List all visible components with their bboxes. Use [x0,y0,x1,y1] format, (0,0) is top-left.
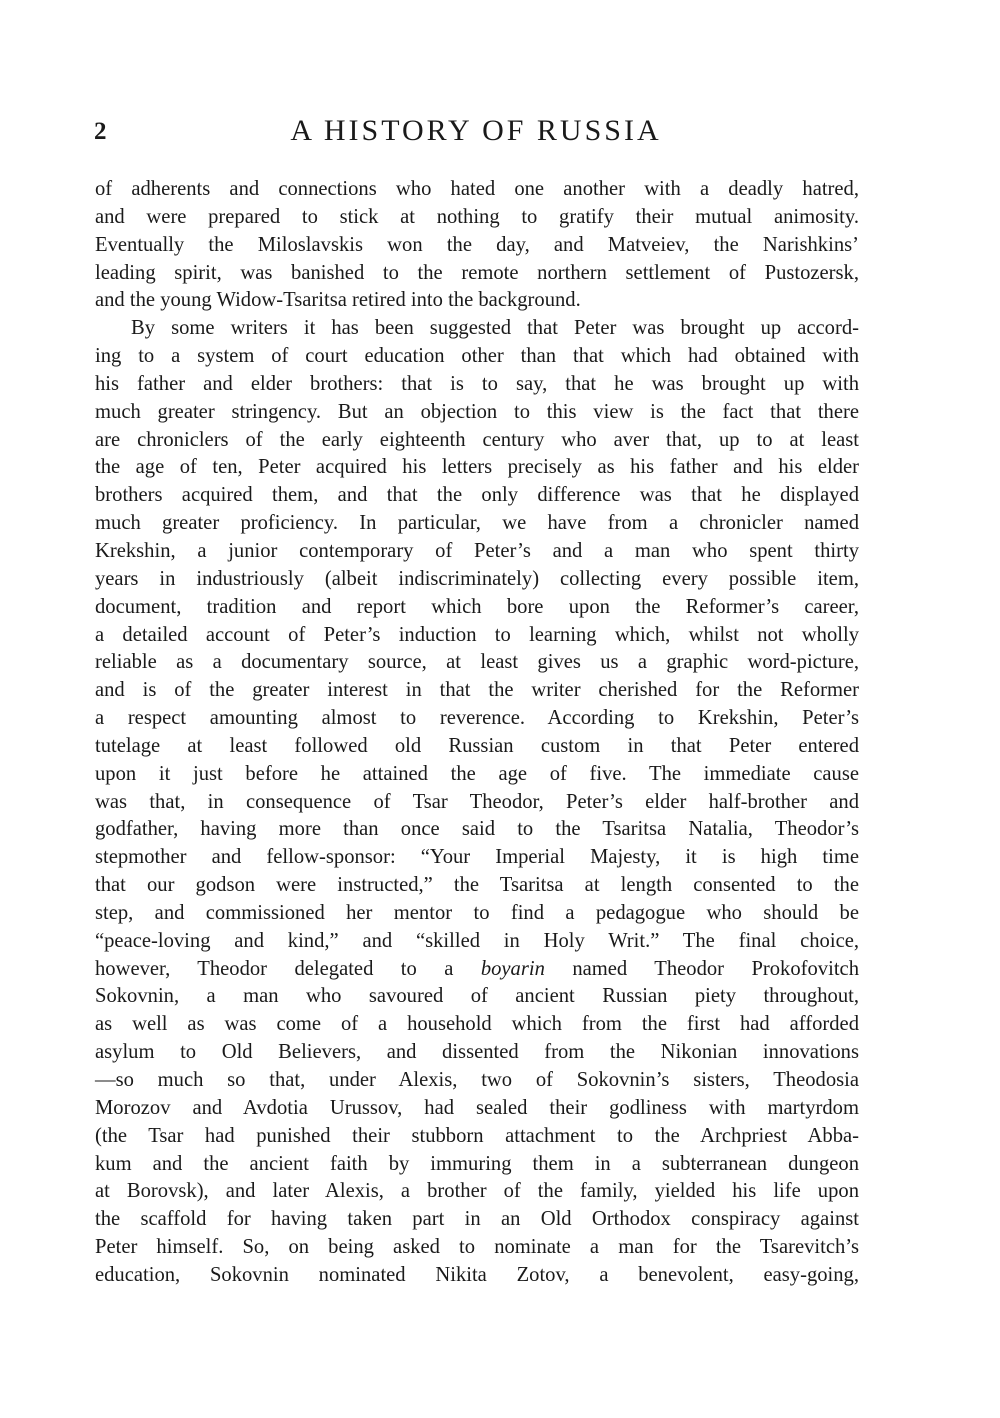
text-line [95,1011,859,1039]
text-line [95,204,859,232]
line-text: a detailed account of Peter’s induction to learning which, whilst not wholly [95,623,859,646]
line-text: Eventually the Miloslavskis won the day, and Matveiev, the Narishkins’ [95,233,859,256]
text-line [95,1123,859,1151]
text-line [95,343,859,371]
text-line [95,844,859,872]
line-text: Sokovnin, a man who savoured of ancient Russian piety throughout, [95,985,859,1008]
text-line [95,1234,859,1262]
line-text: —so much so that, under Alexis, two of Sokovnin’s sisters, Theodosia [95,1069,859,1091]
line-text: By some writers it has been suggested that Peter was brought up accord- [131,317,859,340]
line-text: Peter himself. So, on being asked to nominate a man for the Tsarevitch’s [95,1236,859,1259]
text-line [95,983,859,1011]
line-text: at Borovsk), and later Alexis, a brother of the family, yielded his life upon [95,1180,859,1203]
line-text: leading spirit, was banished to the remote northern settlement of Pustozersk, [95,261,859,284]
running-title: A HISTORY OF RUSSIA [290,114,662,147]
text-line [95,816,859,844]
line-text: ing to a system of court education other than that which had obtained with [95,345,859,368]
text-line [95,900,859,928]
text-line [95,287,859,315]
line-text: stepmother and fellow-sponsor: “Your Imperial Majesty, it is high time [95,846,859,869]
line-text: much greater proficiency. In particular, we have from a chronicler named [95,512,859,535]
line-text: Krekshin, a junior contemporary of Peter’s and a man who spent thirty [95,539,859,562]
line-text: step, and commissioned her mentor to find a pedagogue who should be [95,901,859,924]
text-line [95,705,859,733]
page-number: 2 [94,118,107,145]
italic-term: boyarin [480,957,545,980]
text-line [95,1178,859,1206]
line-text: document, tradition and report which bore upon the Reformer’s career, [95,595,859,618]
text-line [95,427,859,455]
line-text: as well as was come of a household which from the first had afforded [95,1013,859,1036]
line-text: the age of ten, Peter acquired his letters precisely as his father and his elder [95,456,859,479]
text-line [95,1151,859,1179]
line-text: much greater stringency. But an objection to this view is the fact that there [95,400,859,423]
text-line [95,1095,859,1123]
text-line [95,649,859,677]
text-line [95,677,859,705]
text-line [95,1039,859,1067]
line-text: however, Theodor delegated to a [95,957,481,980]
text-line [95,1262,859,1290]
text-line [95,232,859,260]
text-line [95,482,859,510]
line-text: are chroniclers of the early eighteenth century who aver that, up to at least [95,428,859,451]
text-line [95,928,859,956]
text-line [95,761,859,789]
text-line [95,789,859,817]
line-text: was that, in consequence of Tsar Theodor, Peter’s elder half-brother and [95,790,859,813]
line-text: godfather, having more than once said to the Tsaritsa Natalia, Theodor’s [95,818,859,841]
text-line [95,260,859,288]
line-text: a respect amounting almost to reverence. According to Krekshin, Peter’s [95,707,859,730]
line-text: Morozov and Avdotia Urussov, had sealed their godliness with martyrdom [95,1096,859,1119]
text-line [95,454,859,482]
text-line [95,1067,859,1095]
line-text: education, Sokovnin nominated Nikita Zotov, a benevolent, easy-going, [95,1263,859,1286]
line-text: years in industriously (albeit indiscriminately) collecting every possible item, [95,567,859,590]
text-line [95,1206,859,1234]
text-line [95,538,859,566]
text-line [95,733,859,761]
line-text: reliable as a documentary source, at least gives us a graphic word-picture, [95,651,859,674]
line-text: the scaffold for having taken part in an Old Orthodox conspiracy against [95,1208,859,1231]
text-line [95,622,859,650]
line-text: upon it just before he attained the age of five. The immediate cause [95,762,859,785]
line-text: asylum to Old Believers, and dissented from the Nikonian innovations [95,1041,859,1064]
line-text: (the Tsar had punished their stubborn attachment to the Archpriest Abba- [95,1124,859,1147]
text-line [95,399,859,427]
text-line [95,594,859,622]
line-text: named Theodor Prokofovitch [544,957,859,980]
line-text: that our godson were instructed,” the Tsaritsa at length consented to the [95,874,859,897]
line-text: “peace-loving and kind,” and “skilled in Holy Writ.” The final choice, [95,929,859,952]
line-text: and is of the greater interest in that the writer cherished for the Reformer [95,679,859,702]
line-text: of adherents and connections who hated one another with a deadly hatred, [95,178,859,200]
line-text: his father and elder brothers: that is to say, that he was brought up with [95,372,859,395]
line-text: kum and the ancient faith by immuring them in a subterranean dungeon [95,1152,859,1175]
text-line [95,371,859,399]
line-text: and were prepared to stick at nothing to gratify their mutual animosity. [95,205,859,228]
line-text: and the young Widow-Tsaritsa retired into the background. [95,289,581,312]
text-line [95,872,859,900]
text-line [95,566,859,594]
text-line [95,176,859,204]
text-line [95,315,859,343]
body-text [95,176,859,1290]
text-line [95,510,859,538]
text-line [95,956,859,984]
line-text: brothers acquired them, and that the only difference was that he displayed [95,484,859,507]
line-text: tutelage at least followed old Russian custom in that Peter entered [95,734,859,757]
